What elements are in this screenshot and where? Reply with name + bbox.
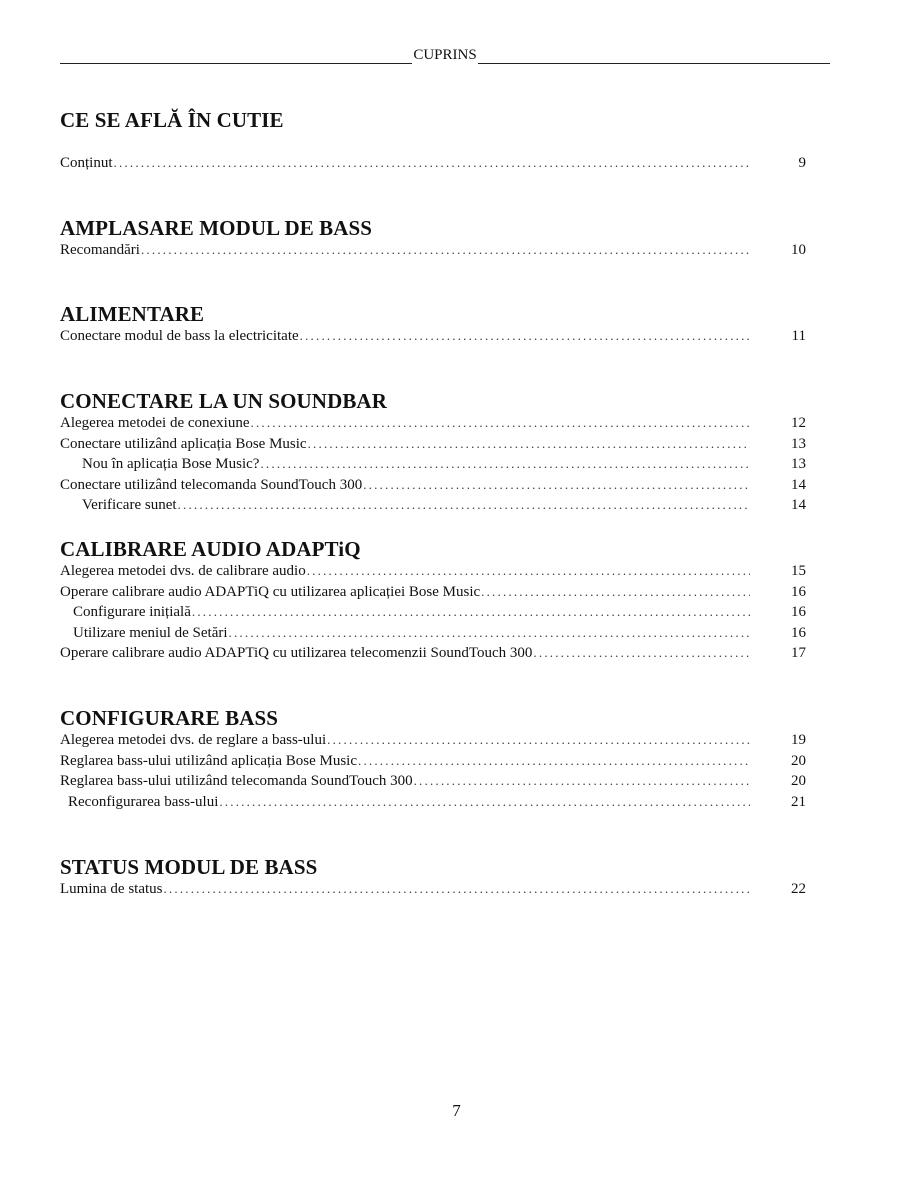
toc-entry[interactable] [60,771,806,792]
dot-leader [251,413,751,434]
section-heading: ALIMENTARE [60,302,205,326]
toc-entry-page: 12 [791,415,806,431]
toc-entry-label: Recomandări [60,242,140,258]
toc-entry[interactable] [60,582,806,603]
dot-leader [308,434,750,455]
toc-entry[interactable] [60,240,806,261]
toc-entry-label: Conectare utilizând aplicația Bose Music [60,435,307,452]
toc-entry-label: Configurare inițială [73,604,191,621]
toc-entry[interactable] [60,413,806,434]
toc-subentry[interactable] [60,792,806,813]
toc-entry-page: 20 [791,752,806,769]
dot-leader [307,561,750,582]
toc-entry-label: Conținut [60,155,113,171]
toc-entry-label: Operare calibrare audio ADAPTiQ cu utilizarea telecomenzii SoundTouch 300 [60,645,533,662]
dot-leader [141,240,750,261]
dot-leader [414,771,750,792]
dot-leader [481,582,750,603]
toc-entry-label: Operare calibrare audio ADAPTiQ cu utilizarea aplicației Bose Music [60,583,481,600]
toc-entry-label: Verificare sunet [82,497,177,514]
toc-entry-page: 16 [791,604,806,621]
toc-entry-page: 21 [791,793,806,810]
dot-leader [358,751,750,772]
toc-entry[interactable] [60,751,806,772]
toc-section-amplasare-modul-de-bass [60,216,806,261]
toc-entry-page: 11 [791,328,806,344]
toc-entry-label: Reconfigurarea bass-ului [68,793,219,810]
dot-leader [178,495,750,516]
toc-entry-label: Nou în aplicația Bose Music? [82,456,260,473]
toc-subentry[interactable] [60,602,806,623]
toc-entry-label: Conectare utilizând telecomanda SoundTouch 300 [60,476,363,493]
toc-entry-label: Lumina de status [60,881,163,897]
toc-entry[interactable] [60,643,806,664]
toc-section-calibrare-audio-adaptiq [60,537,806,664]
section-heading: CONECTARE LA UN SOUNDBAR [60,389,387,413]
toc-entry[interactable] [60,561,806,582]
toc-section-ce-se-afla-in-cutie [60,108,806,174]
section-heading: AMPLASARE MODUL DE BASS [60,216,373,240]
dot-leader [219,792,750,813]
toc-entry-label: Alegerea metodei dvs. de reglare a bass-ului [60,732,327,748]
page-title: CUPRINS [413,47,477,63]
dot-leader [192,602,750,623]
toc-entry[interactable] [60,879,806,900]
dot-leader [327,730,750,751]
toc-entry[interactable] [60,326,806,347]
toc-entry-page: 10 [791,242,806,258]
dot-leader [229,623,750,644]
section-heading: STATUS MODUL DE BASS [60,855,318,879]
header-rule-right [478,48,830,64]
page-header [60,46,830,64]
dot-leader [363,475,750,496]
toc-entry-page: 20 [791,773,806,790]
toc-subentry[interactable] [60,623,806,644]
toc-entry[interactable] [60,730,806,751]
toc-subentry[interactable] [60,454,806,475]
toc-entry-page: 16 [791,583,806,600]
toc-entry-label: Conectare modul de bass la electricitate [60,328,299,344]
toc-entry-page: 16 [791,624,806,641]
toc-entry-label: Reglarea bass-ului utilizând aplicația Bose Music [60,752,357,769]
toc-entry-page: 14 [791,476,806,493]
toc-entry[interactable] [60,475,806,496]
section-heading: CE SE AFLĂ ÎN CUTIE [60,108,284,132]
toc-section-conectare-la-un-soundbar [60,389,806,516]
dot-leader [163,879,750,900]
dot-leader [114,153,750,174]
toc-entry-label: Alegerea metodei de conexiune [60,415,250,431]
toc-section-configurare-bass [60,706,806,812]
toc-entry-label: Alegerea metodei dvs. de calibrare audio [60,563,306,579]
toc-entry-page: 22 [791,881,806,897]
dot-leader [300,326,750,347]
toc-entry-page: 13 [791,435,806,452]
dot-leader [533,643,750,664]
toc-section-status-modul-de-bass [60,855,806,900]
toc-entry-label: Utilizare meniul de Setări [73,624,228,641]
dot-leader [260,454,750,475]
toc-entry[interactable] [60,153,806,174]
page-number: 7 [452,1101,461,1120]
toc-entry[interactable] [60,434,806,455]
toc-section-alimentare [60,302,806,347]
section-heading: CALIBRARE AUDIO ADAPTiQ [60,537,361,561]
toc-subentry[interactable] [60,495,806,516]
toc-entry-page: 9 [798,155,806,171]
toc-entry-label: Reglarea bass-ului utilizând telecomanda SoundTouch 300 [60,773,413,790]
toc-entry-page: 17 [791,645,806,662]
header-rule-left [60,48,412,64]
section-heading: CONFIGURARE BASS [60,706,279,730]
page-footer [0,1101,919,1121]
toc-entry-page: 14 [791,497,806,514]
toc-entry-page: 19 [791,732,806,748]
toc-entry-page: 15 [791,563,806,579]
toc-entry-page: 13 [791,456,806,473]
